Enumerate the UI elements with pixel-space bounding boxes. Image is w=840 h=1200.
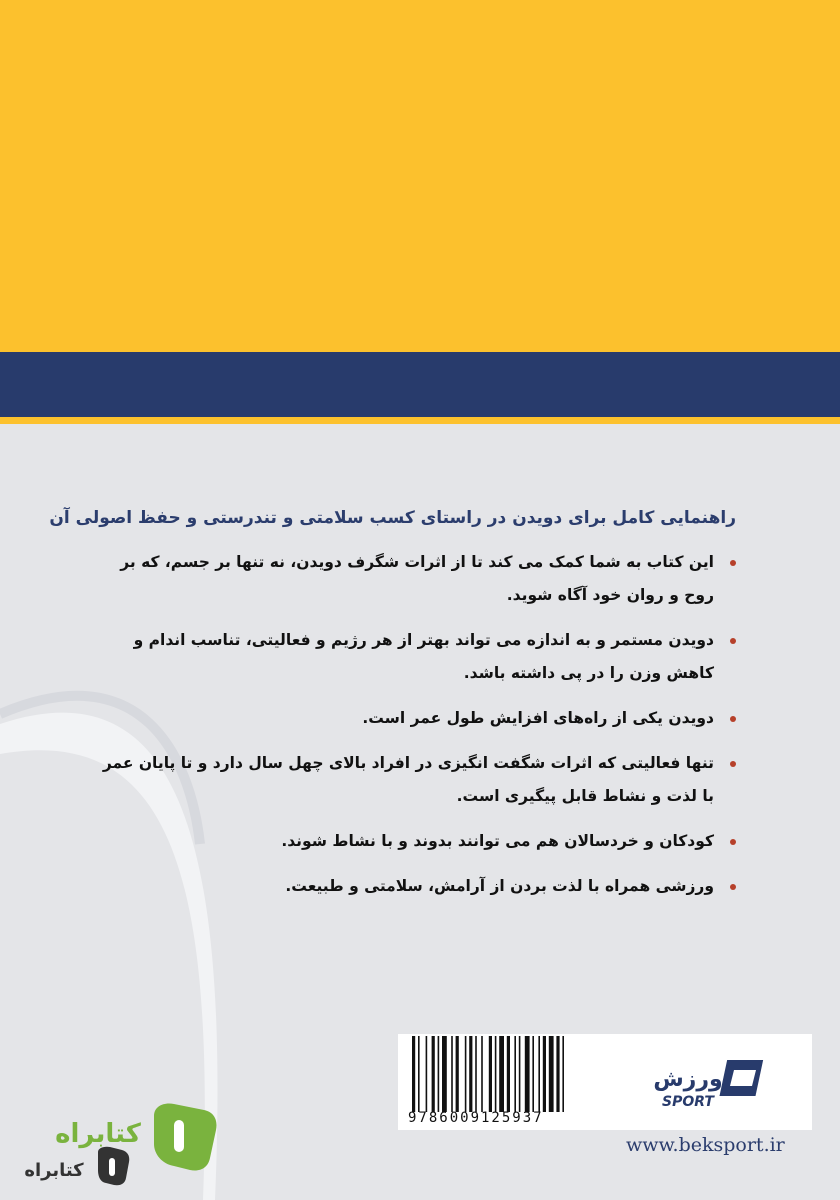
back-cover-text	[49, 508, 736, 915]
store-logo-text: کتابراه	[55, 1119, 141, 1149]
store-logo-small	[14, 1144, 134, 1190]
list-item	[86, 546, 736, 612]
list-item-text: دویدن یکی از راه‌های افزایش طول عمر است.	[362, 709, 714, 727]
list-item-text: کودکان و خردسالان هم می توانند بدوند و با نشاط شوند.	[281, 832, 714, 850]
store-logo-small-text: کتابراه	[24, 1160, 84, 1181]
list-item	[86, 624, 736, 690]
yellow-divider-line	[0, 417, 840, 424]
list-item-text: این کتاب به شما کمک می کند تا از اثرات شگرف دویدن، نه تنها بر جسم، که بر روح و روان خود آگاه شوید.	[120, 553, 714, 604]
barcode-panel	[398, 1034, 812, 1130]
bullet-dot	[730, 560, 736, 566]
list-item-text: دویدن مستمر و به اندازه می تواند بهتر از هر رژیم و فعالیتی، تناسب اندام و کاهش وزن را در پی داشته باشد.	[133, 631, 714, 682]
list-item	[86, 747, 736, 813]
bullet-dot	[730, 638, 736, 644]
feature-list	[86, 546, 736, 903]
publisher-website: www.beksport.ir	[626, 1134, 785, 1156]
list-item	[86, 870, 736, 903]
publisher-logo	[648, 1056, 768, 1112]
list-item	[86, 702, 736, 735]
list-item	[86, 825, 736, 858]
headline: راهنمایی کامل برای دویدن در راستای کسب سلامتی و تندرستی و حفظ اصولی آن	[49, 508, 736, 528]
publisher-logo-sub: SPORT	[662, 1094, 714, 1110]
top-yellow-band	[0, 0, 840, 352]
bullet-dot	[730, 839, 736, 845]
list-item-text: تنها فعالیتی که اثرات شگفت انگیزی در افراد بالای چهل سال دارد و تا پایان عمر با لذت و نشاط قابل پیگیری است.	[102, 754, 714, 805]
bullet-dot	[730, 761, 736, 767]
bullet-dot	[730, 884, 736, 890]
bullet-dot	[730, 716, 736, 722]
isbn-digits: 9786009125937	[408, 1110, 544, 1126]
navy-band	[0, 352, 840, 417]
list-item-text: ورزشی همراه با لذت بردن از آرامش، سلامتی و طبیعت.	[285, 877, 714, 895]
publisher-logo-text: ورزش	[653, 1067, 723, 1092]
barcode-icon	[408, 1036, 608, 1112]
